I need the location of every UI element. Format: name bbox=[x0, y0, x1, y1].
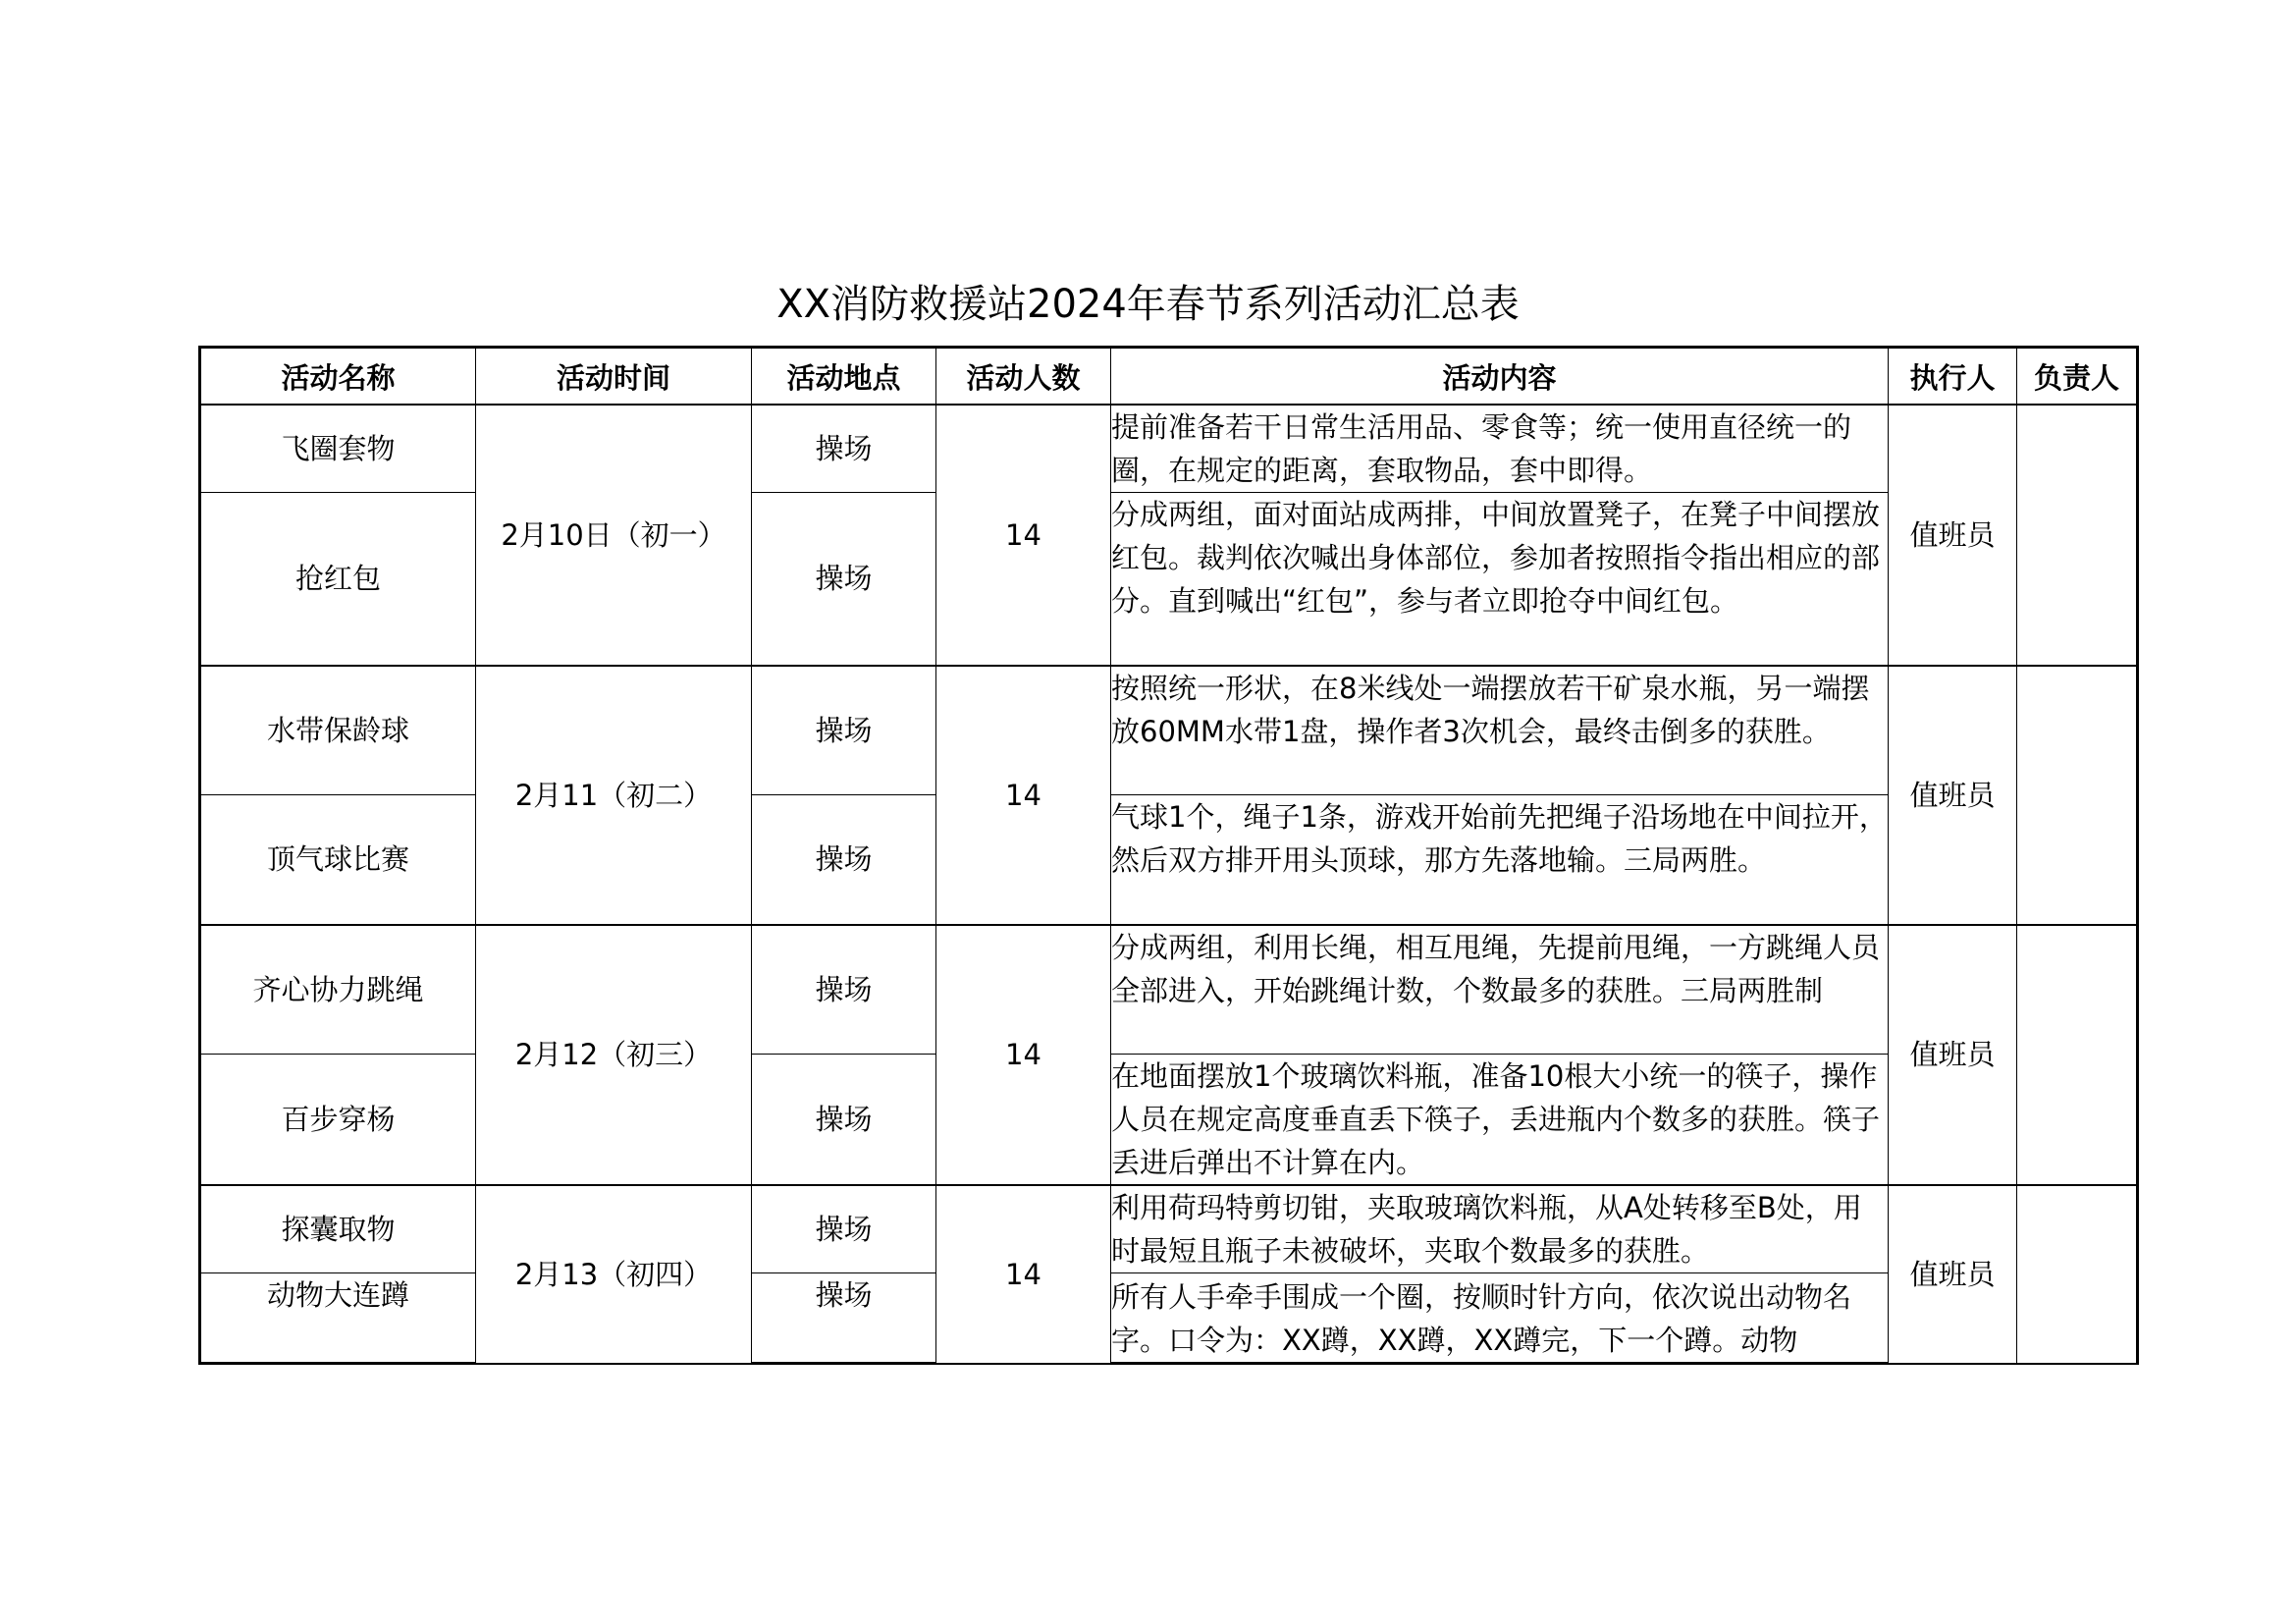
page-title: XX消防救援站2024年春节系列活动汇总表 bbox=[776, 282, 1520, 327]
activity-executor: 值班员 bbox=[1889, 925, 2017, 1186]
activity-responsible bbox=[2017, 925, 2138, 1186]
header-activity-count: 活动人数 bbox=[936, 348, 1111, 406]
header-activity-time: 活动时间 bbox=[476, 348, 752, 406]
header-executor: 执行人 bbox=[1889, 348, 2017, 406]
activity-count: 14 bbox=[936, 666, 1111, 925]
activity-count: 14 bbox=[936, 405, 1111, 666]
header-activity-name: 活动名称 bbox=[200, 348, 476, 406]
table-row bbox=[200, 405, 2138, 493]
activity-date: 2月13（初四） bbox=[476, 1185, 752, 1364]
activity-content: 提前准备若干日常生活用品、零食等；统一使用直径统一的圈，在规定的距离，套取物品，套中即得。 bbox=[1111, 405, 1889, 493]
activity-name: 百步穿杨 bbox=[200, 1055, 476, 1186]
table-header-row bbox=[200, 348, 2138, 406]
activity-content: 分成两组，面对面站成两排，中间放置凳子，在凳子中间摆放红包。裁判依次喊出身体部位，参加者按照指令指出相应的部分。直到喊出“红包”，参与者立即抢夺中间红包。 bbox=[1111, 493, 1889, 666]
activity-responsible bbox=[2017, 1185, 2138, 1364]
activity-content: 在地面摆放1个玻璃饮料瓶，准备10根大小统一的筷子，操作人员在规定高度垂直丢下筷子，丢进瓶内个数多的获胜。筷子丢进后弹出不计算在内。 bbox=[1111, 1055, 1889, 1186]
activity-content: 所有人手牵手围成一个圈，按顺时针方向，依次说出动物名字。口令为：XX蹲，XX蹲，XX蹲完，下一个蹲。动物 bbox=[1111, 1273, 1889, 1364]
activity-executor: 值班员 bbox=[1889, 1185, 2017, 1364]
activity-summary-table bbox=[198, 346, 2139, 1365]
activity-count: 14 bbox=[936, 1185, 1111, 1364]
activity-name: 抢红包 bbox=[200, 493, 476, 666]
activity-place: 操场 bbox=[752, 925, 936, 1055]
activity-place: 操场 bbox=[752, 1185, 936, 1273]
activity-responsible bbox=[2017, 405, 2138, 666]
activity-content: 利用荷玛特剪切钳，夹取玻璃饮料瓶，从A处转移至B处，用时最短且瓶子未被破坏，夹取个数最多的获胜。 bbox=[1111, 1185, 1889, 1273]
activity-place: 操场 bbox=[752, 1273, 936, 1364]
activity-name: 水带保龄球 bbox=[200, 666, 476, 795]
activity-name: 齐心协力跳绳 bbox=[200, 925, 476, 1055]
header-activity-content: 活动内容 bbox=[1111, 348, 1889, 406]
activity-date: 2月11（初二） bbox=[476, 666, 752, 925]
activity-name: 顶气球比赛 bbox=[200, 795, 476, 925]
header-responsible: 负责人 bbox=[2017, 348, 2138, 406]
activity-date: 2月10日（初一） bbox=[476, 405, 752, 666]
activity-content: 气球1个，绳子1条，游戏开始前先把绳子沿场地在中间拉开，然后双方排开用头顶球，那方先落地输。三局两胜。 bbox=[1111, 795, 1889, 925]
activity-place: 操场 bbox=[752, 666, 936, 795]
table-row bbox=[200, 666, 2138, 795]
activity-name: 动物大连蹲 bbox=[200, 1273, 476, 1364]
activity-content: 按照统一形状，在8米线处一端摆放若干矿泉水瓶，另一端摆放60MM水带1盘，操作者3次机会，最终击倒多的获胜。 bbox=[1111, 666, 1889, 795]
header-activity-place: 活动地点 bbox=[752, 348, 936, 406]
activity-content: 分成两组，利用长绳，相互甩绳，先提前甩绳，一方跳绳人员全部进入，开始跳绳计数，个数最多的获胜。三局两胜制 bbox=[1111, 925, 1889, 1055]
activity-place: 操场 bbox=[752, 405, 936, 493]
activity-place: 操场 bbox=[752, 493, 936, 666]
activity-name: 飞圈套物 bbox=[200, 405, 476, 493]
activity-place: 操场 bbox=[752, 795, 936, 925]
activity-responsible bbox=[2017, 666, 2138, 925]
activity-count: 14 bbox=[936, 925, 1111, 1186]
table-row bbox=[200, 1185, 2138, 1273]
activity-date: 2月12（初三） bbox=[476, 925, 752, 1186]
activity-place: 操场 bbox=[752, 1055, 936, 1186]
activity-executor: 值班员 bbox=[1889, 405, 2017, 666]
activity-executor: 值班员 bbox=[1889, 666, 2017, 925]
activity-name: 探囊取物 bbox=[200, 1185, 476, 1273]
table-row bbox=[200, 925, 2138, 1055]
